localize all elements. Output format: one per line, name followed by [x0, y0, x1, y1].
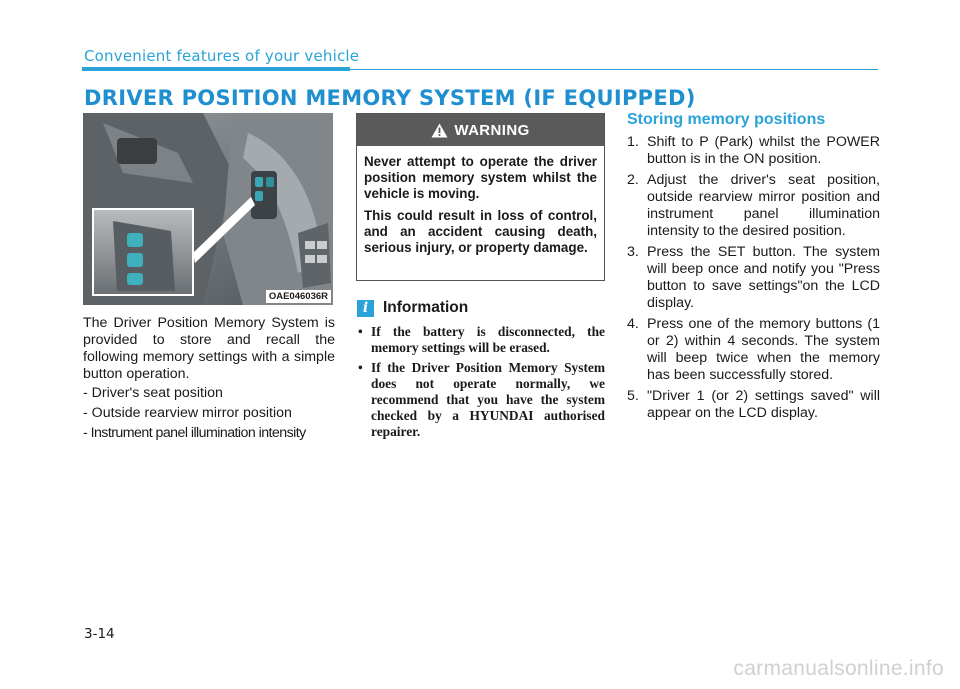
information-title: Information — [383, 299, 469, 316]
intro-item-mirror: - Outside rearview mirror position — [83, 405, 292, 421]
warning-triangle-icon — [431, 123, 448, 138]
information-list — [357, 324, 605, 444]
page-title: DRIVER POSITION MEMORY SYSTEM (IF EQUIPPED) — [84, 86, 696, 110]
header-rule-thin — [350, 69, 878, 70]
door-memory-buttons-photo — [83, 113, 333, 305]
warning-body — [357, 146, 604, 256]
warning-box — [356, 113, 605, 281]
section-header: Convenient features of your vehicle — [84, 47, 360, 65]
warning-paragraph: This could result in loss of control, and an accident causing death, serious injury, or property damage. — [364, 208, 597, 255]
list-item: 5. "Driver 1 (or 2) settings saved" will appear on the LCD display. — [627, 388, 880, 421]
list-item: 2. Adjust the driver's seat position, outside rearview mirror position and instrument panel illumination intensity to the desired position. — [627, 172, 880, 239]
page-number: 3-14 — [84, 626, 115, 642]
figure-code: OAE046036R — [266, 290, 331, 303]
door-panel-illustration — [83, 113, 333, 305]
warning-paragraph: Never attempt to operate the driver position memory system whilst the vehicle is moving. — [364, 154, 597, 201]
list-item: 1. Shift to P (Park) whilst the POWER button is in the ON position. — [627, 134, 880, 167]
intro-item-illumination: - Instrument panel illumination intensity — [83, 425, 306, 441]
list-item: • If the Driver Position Memory System does not operate normally, we recommend that you have the system checked by a HYUNDAI authorised repairer. — [358, 360, 605, 439]
storing-steps — [627, 134, 880, 426]
list-item: 4. Press one of the memory buttons (1 or 2) within 4 seconds. The system will beep twice when the memory has been successfully stored. — [627, 316, 880, 383]
warning-label: WARNING — [454, 121, 530, 139]
intro-item-seat: - Driver's seat position — [83, 385, 223, 401]
watermark: carmanualsonline.info — [733, 657, 944, 680]
header-rule-thick — [82, 67, 350, 71]
info-icon: i — [357, 300, 374, 317]
information-header — [357, 299, 468, 317]
storing-title: Storing memory positions — [627, 111, 826, 128]
list-item: 3. Press the SET button. The system will beep once and notify you "Press button to save settings"on the LCD display. — [627, 244, 880, 311]
warning-header — [357, 114, 604, 146]
intro-paragraph: The Driver Position Memory System is provided to store and recall the following memory settings with a simple button operation. — [83, 315, 335, 382]
list-item: • If the battery is disconnected, the memory settings will be erased. — [358, 324, 605, 355]
